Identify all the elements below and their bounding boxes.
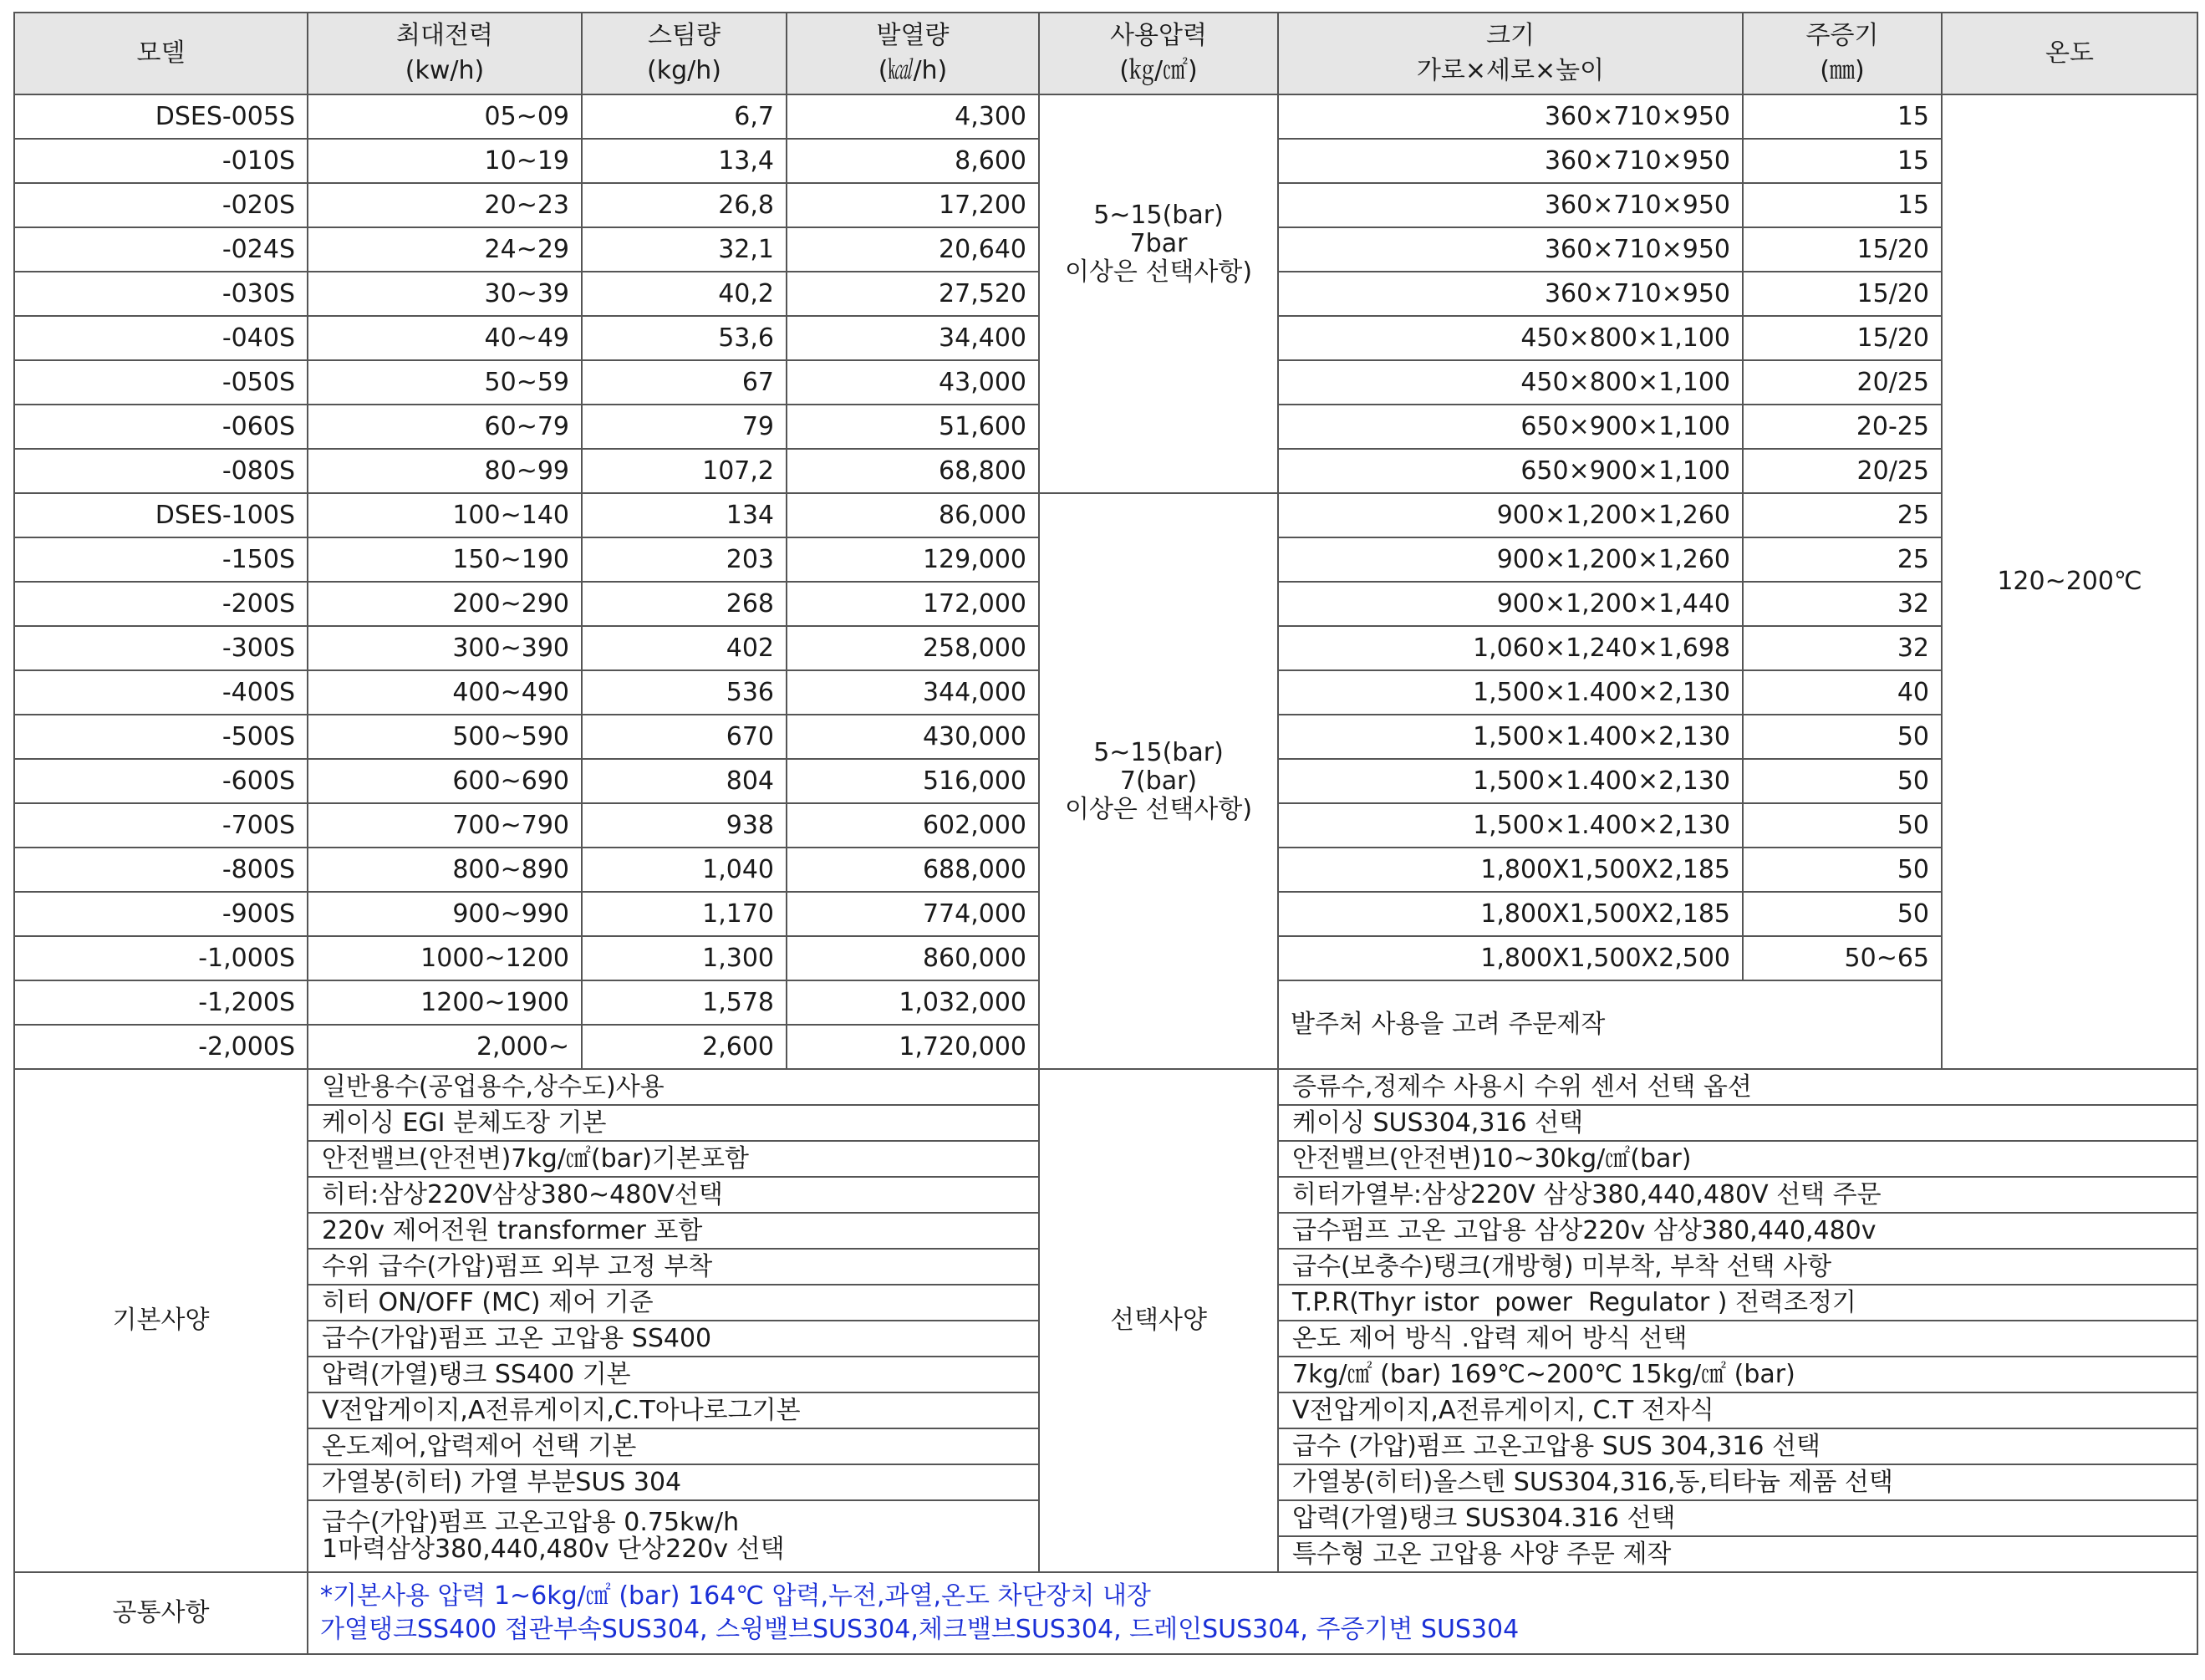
heat-cell: 1,032,000	[787, 980, 1039, 1025]
pipe-cell: 20-25	[1743, 405, 1942, 449]
model-cell: -024S	[14, 227, 308, 272]
header-row	[14, 13, 2197, 94]
spec-row	[14, 1069, 2197, 1105]
heat-cell: 27,520	[787, 272, 1039, 316]
power-cell: 30~39	[308, 272, 582, 316]
common-label: 공통사항	[14, 1572, 308, 1654]
option-spec-item: 증류수,정제수 사용시 수위 센서 선택 옵션	[1278, 1069, 2197, 1105]
steam-cell: 107,2	[582, 449, 787, 493]
option-spec-item: 케이싱 SUS304,316 선택	[1278, 1105, 2197, 1141]
common-notes	[308, 1572, 2197, 1654]
model-cell: -080S	[14, 449, 308, 493]
heat-cell: 8,600	[787, 139, 1039, 183]
option-spec-label: 선택사양	[1039, 1069, 1278, 1572]
power-cell: 50~59	[308, 360, 582, 405]
option-spec-item: 7kg/㎠ (bar) 169℃~200℃ 15kg/㎠ (bar)	[1278, 1357, 2197, 1392]
model-cell: -600S	[14, 759, 308, 803]
power-cell: 80~99	[308, 449, 582, 493]
size-cell: 1,800X1,500X2,500	[1278, 936, 1743, 980]
model-cell: -050S	[14, 360, 308, 405]
heat-cell: 17,200	[787, 183, 1039, 227]
heat-cell: 516,000	[787, 759, 1039, 803]
size-cell: 900×1,200×1,260	[1278, 493, 1743, 537]
model-cell: -010S	[14, 139, 308, 183]
power-cell: 20~23	[308, 183, 582, 227]
power-cell: 10~19	[308, 139, 582, 183]
option-spec-item: 안전밸브(안전변)10~30kg/㎠(bar)	[1278, 1141, 2197, 1177]
option-spec-item: V전압게이지,A전류게이지, C.T 전자식	[1278, 1392, 2197, 1428]
model-cell: DSES-100S	[14, 493, 308, 537]
basic-spec-item: 수위 급수(가압)펌프 외부 고정 부착	[308, 1249, 1039, 1285]
steam-cell: 79	[582, 405, 787, 449]
heat-cell: 20,640	[787, 227, 1039, 272]
power-cell: 40~49	[308, 316, 582, 360]
common-note-1: *기본사용 압력 1~6kg/㎠ (bar) 164℃ 압력,누전,과열,온도 차단장치 내장	[320, 1581, 1151, 1611]
model-cell: -700S	[14, 803, 308, 848]
steam-cell: 26,8	[582, 183, 787, 227]
size-cell: 1,500×1.400×2,130	[1278, 759, 1743, 803]
power-cell: 500~590	[308, 715, 582, 759]
heat-cell: 129,000	[787, 537, 1039, 582]
basic-spec-item: 급수(가압)펌프 고온고압용 0.75kw/h 1마력삼상380,440,480v 단상220v 선택	[308, 1500, 1039, 1572]
steam-cell: 402	[582, 626, 787, 670]
table-row	[14, 94, 2197, 139]
pipe-cell: 50	[1743, 848, 1942, 892]
power-cell: 150~190	[308, 537, 582, 582]
model-cell: -400S	[14, 670, 308, 715]
basic-spec-item: 히터 ON/OFF (MC) 제어 기준	[308, 1285, 1039, 1321]
power-cell: 100~140	[308, 493, 582, 537]
model-cell: -200S	[14, 582, 308, 626]
option-spec-item: 급수펌프 고온 고압용 삼상220v 삼상380,440,480v	[1278, 1213, 2197, 1249]
heat-cell: 86,000	[787, 493, 1039, 537]
header-heat: 발열량 (㎉/h)	[787, 13, 1039, 94]
model-cell: -1,000S	[14, 936, 308, 980]
size-cell: 1,500×1.400×2,130	[1278, 715, 1743, 759]
pipe-cell: 50	[1743, 803, 1942, 848]
pipe-cell: 20/25	[1743, 449, 1942, 493]
basic-spec-item: 220v 제어전원 transformer 포함	[308, 1213, 1039, 1249]
steam-cell: 13,4	[582, 139, 787, 183]
size-cell: 650×900×1,100	[1278, 449, 1743, 493]
heat-cell: 4,300	[787, 94, 1039, 139]
steam-cell: 1,170	[582, 892, 787, 936]
option-spec-item: 압력(가열)탱크 SUS304.316 선택	[1278, 1500, 2197, 1536]
size-cell: 360×710×950	[1278, 272, 1743, 316]
pipe-cell: 15/20	[1743, 272, 1942, 316]
option-spec-item: 급수(보충수)탱크(개방형) 미부착, 부착 선택 사항	[1278, 1249, 2197, 1285]
size-cell: 360×710×950	[1278, 139, 1743, 183]
header-model: 모델	[14, 13, 308, 94]
steam-cell: 1,300	[582, 936, 787, 980]
power-cell: 1200~1900	[308, 980, 582, 1025]
power-cell: 60~79	[308, 405, 582, 449]
basic-spec-item: 안전밸브(안전변)7kg/㎠(bar)기본포함	[308, 1141, 1039, 1177]
heat-cell: 774,000	[787, 892, 1039, 936]
steam-cell: 53,6	[582, 316, 787, 360]
table-row	[14, 493, 2197, 537]
model-cell: -500S	[14, 715, 308, 759]
heat-cell: 688,000	[787, 848, 1039, 892]
heat-cell: 34,400	[787, 316, 1039, 360]
pipe-cell: 32	[1743, 582, 1942, 626]
pipe-cell: 32	[1743, 626, 1942, 670]
steam-cell: 536	[582, 670, 787, 715]
option-spec-item: 히터가열부:삼상220V 삼상380,440,480V 선택 주문	[1278, 1177, 2197, 1213]
steam-cell: 1,040	[582, 848, 787, 892]
spec-table	[13, 12, 2198, 1655]
power-cell: 400~490	[308, 670, 582, 715]
pipe-cell: 20/25	[1743, 360, 1942, 405]
heat-cell: 68,800	[787, 449, 1039, 493]
pipe-cell: 15	[1743, 139, 1942, 183]
power-cell: 24~29	[308, 227, 582, 272]
pressure-cell-group2: 5~15(bar) 7(bar) 이상은 선택사항)	[1039, 493, 1278, 1069]
basic-spec-item: 급수(가압)펌프 고온 고압용 SS400	[308, 1321, 1039, 1357]
basic-spec-item: 온도제어,압력제어 선택 기본	[308, 1428, 1039, 1464]
power-cell: 2,000~	[308, 1025, 582, 1069]
model-cell: -900S	[14, 892, 308, 936]
basic-spec-item: V전압게이지,A전류게이지,C.T아나로그기본	[308, 1392, 1039, 1428]
option-spec-item: 특수형 고온 고압용 사양 주문 제작	[1278, 1536, 2197, 1572]
size-cell: 900×1,200×1,260	[1278, 537, 1743, 582]
steam-cell: 134	[582, 493, 787, 537]
steam-cell: 268	[582, 582, 787, 626]
header-temperature: 온도	[1942, 13, 2197, 94]
steam-cell: 670	[582, 715, 787, 759]
basic-spec-item: 히터:삼상220V삼상380~480V선택	[308, 1177, 1039, 1213]
header-size: 크기 가로×세로×높이	[1278, 13, 1743, 94]
size-cell: 360×710×950	[1278, 94, 1743, 139]
size-cell: 1,500×1.400×2,130	[1278, 803, 1743, 848]
steam-cell: 32,1	[582, 227, 787, 272]
model-cell: -300S	[14, 626, 308, 670]
heat-cell: 860,000	[787, 936, 1039, 980]
option-spec-item: 가열봉(히터)올스텐 SUS304,316,동,티타늄 제품 선택	[1278, 1464, 2197, 1500]
size-cell: 450×800×1,100	[1278, 360, 1743, 405]
basic-spec-item: 가열봉(히터) 가열 부분SUS 304	[308, 1464, 1039, 1500]
pipe-cell: 50	[1743, 715, 1942, 759]
heat-cell: 258,000	[787, 626, 1039, 670]
steam-cell: 2,600	[582, 1025, 787, 1069]
common-note-2: 가열탱크SS400 접관부속SUS304, 스윙밸브SUS304,체크밸브SUS304, 드레인SUS304, 주증기변 SUS304	[320, 1615, 1520, 1644]
model-cell: -030S	[14, 272, 308, 316]
pipe-cell: 25	[1743, 537, 1942, 582]
pipe-cell: 50	[1743, 892, 1942, 936]
steam-cell: 804	[582, 759, 787, 803]
power-cell: 300~390	[308, 626, 582, 670]
size-cell: 900×1,200×1,440	[1278, 582, 1743, 626]
pipe-cell: 40	[1743, 670, 1942, 715]
model-cell: -1,200S	[14, 980, 308, 1025]
temperature-cell: 120~200℃	[1942, 94, 2197, 1069]
pipe-cell: 50	[1743, 759, 1942, 803]
pipe-cell: 25	[1743, 493, 1942, 537]
steam-cell: 67	[582, 360, 787, 405]
size-cell: 360×710×950	[1278, 183, 1743, 227]
size-cell: 1,800X1,500X2,185	[1278, 892, 1743, 936]
header-pressure: 사용압력 (㎏/㎠)	[1039, 13, 1278, 94]
size-cell: 1,500×1.400×2,130	[1278, 670, 1743, 715]
pipe-cell: 50~65	[1743, 936, 1942, 980]
model-cell: DSES-005S	[14, 94, 308, 139]
steam-cell: 40,2	[582, 272, 787, 316]
option-spec-item: T.P.R(Thyr istor power Regulator ) 전력조정기	[1278, 1285, 2197, 1321]
model-cell: -020S	[14, 183, 308, 227]
heat-cell: 43,000	[787, 360, 1039, 405]
basic-spec-item: 일반용수(공업용수,상수도)사용	[308, 1069, 1039, 1105]
basic-spec-item: 케이싱 EGI 분체도장 기본	[308, 1105, 1039, 1141]
custom-order-cell: 발주처 사용을 고려 주문제작	[1278, 980, 1942, 1069]
pipe-cell: 15/20	[1743, 316, 1942, 360]
basic-spec-item: 압력(가열)탱크 SS400 기본	[308, 1357, 1039, 1392]
steam-cell: 6,7	[582, 94, 787, 139]
option-spec-item: 급수 (가압)펌프 고온고압용 SUS 304,316 선택	[1278, 1428, 2197, 1464]
heat-cell: 51,600	[787, 405, 1039, 449]
heat-cell: 172,000	[787, 582, 1039, 626]
common-row	[14, 1572, 2197, 1654]
heat-cell: 602,000	[787, 803, 1039, 848]
pipe-cell: 15/20	[1743, 227, 1942, 272]
size-cell: 450×800×1,100	[1278, 316, 1743, 360]
model-cell: -150S	[14, 537, 308, 582]
steam-cell: 1,578	[582, 980, 787, 1025]
header-power: 최대전력 (kw/h)	[308, 13, 582, 94]
power-cell: 600~690	[308, 759, 582, 803]
model-cell: -2,000S	[14, 1025, 308, 1069]
pipe-cell: 15	[1743, 183, 1942, 227]
heat-cell: 430,000	[787, 715, 1039, 759]
option-spec-item: 온도 제어 방식 .압력 제어 방식 선택	[1278, 1321, 2197, 1357]
heat-cell: 344,000	[787, 670, 1039, 715]
steam-cell: 203	[582, 537, 787, 582]
header-steam: 스팀량 (kg/h)	[582, 13, 787, 94]
power-cell: 700~790	[308, 803, 582, 848]
power-cell: 800~890	[308, 848, 582, 892]
size-cell: 1,060×1,240×1,698	[1278, 626, 1743, 670]
size-cell: 650×900×1,100	[1278, 405, 1743, 449]
pipe-cell: 15	[1743, 94, 1942, 139]
power-cell: 900~990	[308, 892, 582, 936]
heat-cell: 1,720,000	[787, 1025, 1039, 1069]
header-pipe: 주증기 (㎜)	[1743, 13, 1942, 94]
size-cell: 360×710×950	[1278, 227, 1743, 272]
model-cell: -800S	[14, 848, 308, 892]
power-cell: 1000~1200	[308, 936, 582, 980]
model-cell: -060S	[14, 405, 308, 449]
size-cell: 1,800X1,500X2,185	[1278, 848, 1743, 892]
model-cell: -040S	[14, 316, 308, 360]
pressure-cell-group1: 5~15(bar) 7bar 이상은 선택사항)	[1039, 94, 1278, 493]
power-cell: 05~09	[308, 94, 582, 139]
basic-spec-label: 기본사양	[14, 1069, 308, 1572]
steam-cell: 938	[582, 803, 787, 848]
power-cell: 200~290	[308, 582, 582, 626]
